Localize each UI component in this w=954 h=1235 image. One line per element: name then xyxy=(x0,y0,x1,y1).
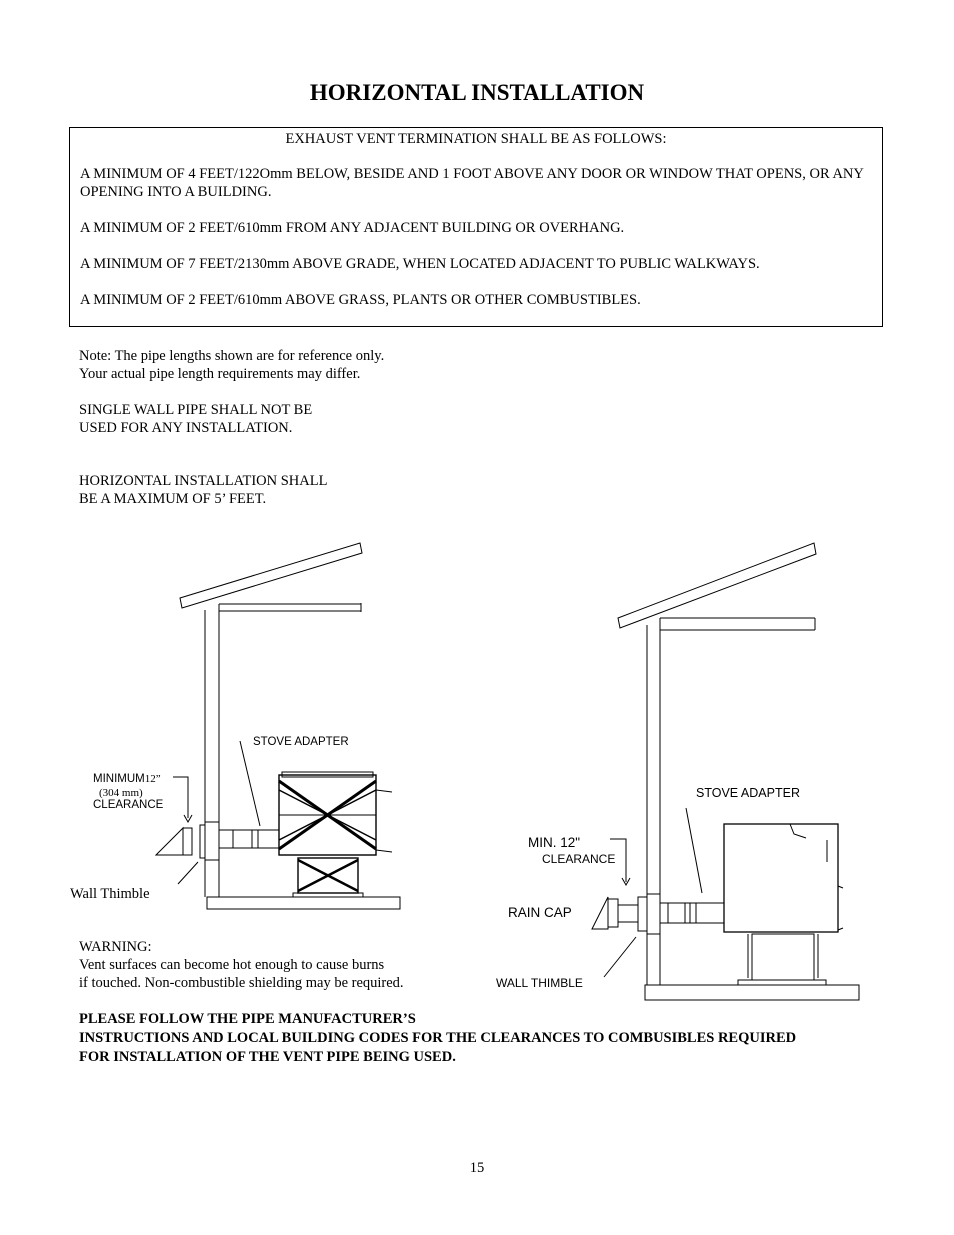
right-stove-adapter-label: STOVE ADAPTER xyxy=(696,786,800,800)
left-diagram xyxy=(156,543,400,909)
warning-heading: WARNING: xyxy=(79,939,152,955)
horizontal-max-note: HORIZONTAL INSTALLATION SHALL BE A MAXIMUM OF 5’ FEET. xyxy=(79,473,328,507)
requirements-heading: EXHAUST VENT TERMINATION SHALL BE AS FOLLOWS: xyxy=(285,131,667,147)
left-mm-label: (304 mm) xyxy=(99,787,143,799)
requirement-item: A MINIMUM OF 4 FEET/122Omm BELOW, BESIDE AND 1 FOOT ABOVE ANY DOOR OR WINDOW THAT OPENS, OR ANY OPENING INTO A BUILDING. xyxy=(80,166,864,200)
requirement-item: A MINIMUM OF 2 FEET/610mm FROM ANY ADJACENT BUILDING OR OVERHANG. xyxy=(80,220,625,236)
left-clearance-label: CLEARANCE xyxy=(93,799,164,811)
left-stove-adapter-label: STOVE ADAPTER xyxy=(253,736,349,748)
pipe-length-note: Note: The pipe lengths shown are for reference only. Your actual pipe length requirements may differ. xyxy=(79,348,385,382)
requirement-item: A MINIMUM OF 7 FEET/2130mm ABOVE GRADE, WHEN LOCATED ADJACENT TO PUBLIC WALKWAYS. xyxy=(80,256,760,272)
instructions-block: PLEASE FOLLOW THE PIPE MANUFACTURER’S INSTRUCTIONS AND LOCAL BUILDING CODES FOR THE CLEARANCES TO COMBUSIBLES REQUIRED FOR INSTALLATION OF THE VENT PIPE BEING USED. xyxy=(79,1011,797,1065)
right-clearance-label: CLEARANCE xyxy=(542,852,616,866)
warning-block: WARNING: Vent surfaces can become hot enough to cause burns if touched. Non-combustible shielding may be required. xyxy=(79,939,404,991)
page-number: 15 xyxy=(469,1160,485,1176)
left-minimum-label: MINIMUM12” xyxy=(93,773,161,785)
right-wall-thimble-label: WALL THIMBLE xyxy=(496,976,583,990)
right-min-label: MIN. 12" xyxy=(528,835,581,850)
left-wall-thimble-label: Wall Thimble xyxy=(70,886,150,902)
page-title: HORIZONTAL INSTALLATION xyxy=(309,80,645,105)
right-rain-cap-label: RAIN CAP xyxy=(508,905,572,920)
single-wall-note: SINGLE WALL PIPE SHALL NOT BE USED FOR ANY INSTALLATION. xyxy=(79,402,313,436)
requirement-item: A MINIMUM OF 2 FEET/610mm ABOVE GRASS, PLANTS OR OTHER COMBUSTIBLES. xyxy=(80,292,641,308)
right-diagram xyxy=(592,543,859,1000)
